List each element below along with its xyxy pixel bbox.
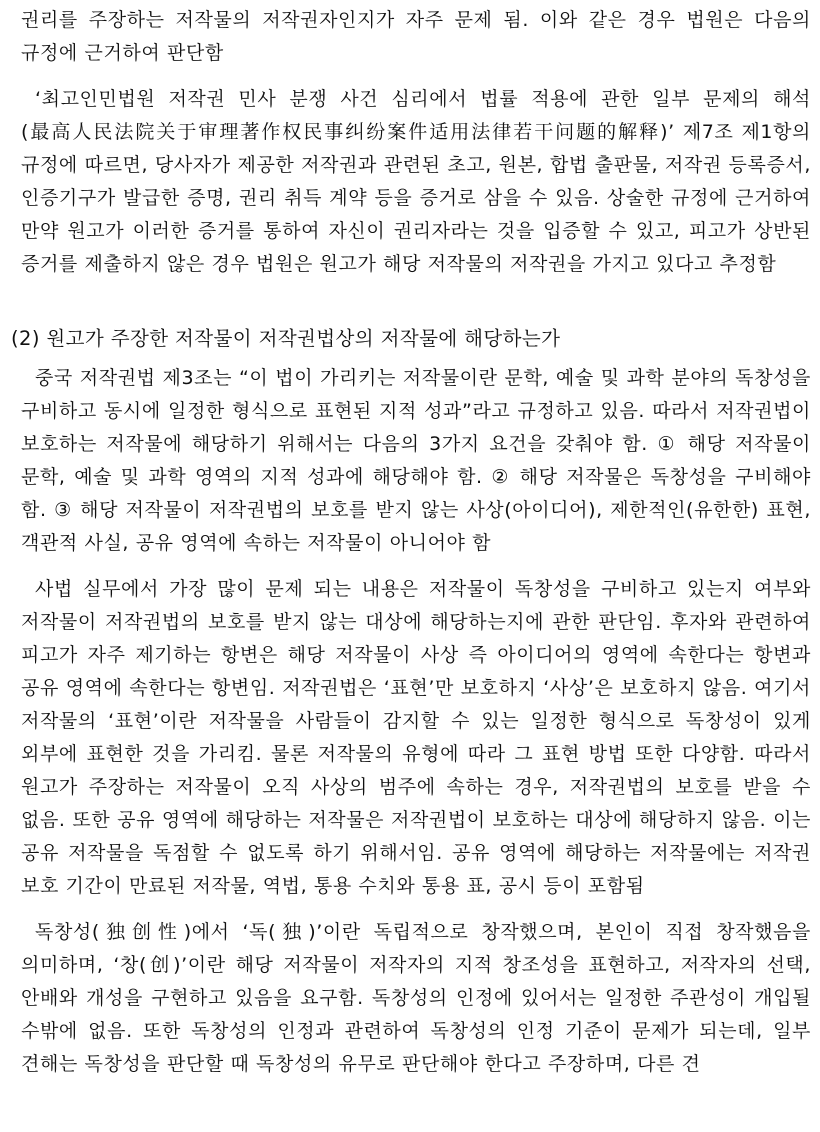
document-page — [11, 0, 811, 1081]
paragraph-supreme-court-interpretation: ‘최고인민법원 저작권 민사 분쟁 사건 심리에서 법률 적용에 관한 일부 문제의 해석(最高人民法院关于审理著作权民事纠纷案件适用法律若干问题的解释)’ 제7조 제1항의 규정에 따르면, 당사자가 제공한 저작권과 관련된 초고, 원본, 합법 출판물, 저작권 등록증서, 인증기구가 발급한 증명, 권리 취득 계약 등을 증거로 삼을 수 있음. 상술한 규정에 근거하여 만약 원고가 이러한 증거를 통하여 자신이 권리자라는 것을 입증할 수 있고, 피고가 상반된 증거를 제출하지 않은 경우 법원은 원고가 해당 저작물의 저작권을 가지고 있다고 추정함 — [21, 88, 811, 275]
paragraph-article-3: 중국 저작권법 제3조는 “이 법이 가리키는 저작물이란 문학, 예술 및 과학 분야의 독창성을 구비하고 동시에 일정한 형식으로 표현된 지적 성과”라고 규정하고 있음. 따라서 저작권법이 보호하는 저작물에 해당하기 위해서는 다음의 3가지 요건을 갖춰야 함. ① 해당 저작물이 문학, 예술 및 과학 영역의 지적 성과에 해당해야 함. ② 해당 저작물은 독창성을 구비해야 함. ③ 해당 저작물이 저작권법의 보호를 받지 않는 사상(아이디어), 제한적인(유한한) 표현, 객관적 사실, 공유 영역에 속하는 저작물이 아니어야 함 — [21, 367, 811, 554]
section-heading-wrapper — [11, 322, 811, 356]
paragraph-judicial-practice: 사법 실무에서 가장 많이 문제 되는 내용은 저작물이 독창성을 구비하고 있는지 여부와 저작물이 저작권법의 보호를 받지 않는 대상에 해당하는지에 관한 판단임. 후자와 관련하여 피고가 자주 제기하는 항변은 해당 저작물이 사상 즉 아이디어의 영역에 속한다는 항변과 공유 영역에 속한다는 항변임. 저작권법은 ‘표현’만 보호하지 ‘사상’은 보호하지 않음. 여기서 저작물의 ‘표현’이란 저작물을 사람들이 감지할 수 있는 일정한 형식으로 독창성이 있게 외부에 표현한 것을 가리킴. 물론 저작물의 유형에 따라 그 표현 방법 또한 다양함. 따라서 원고가 주장하는 저작물이 오직 사상의 범주에 속하는 경우, 저작권법의 보호를 받을 수 없음. 또한 공유 영역에 해당하는 저작물은 저작권법이 보호하는 대상에 해당하지 않음. 이는 공유 저작물을 독점할 수 없도록 하기 위해서임. 공유 영역에 해당하는 저작물에는 저작권 보호 기간이 만료된 저작물, 역법, 통용 수치와 통용 표, 공시 등이 포함됨 — [21, 578, 811, 897]
section-heading: (2) 원고가 주장한 저작물이 저작권법상의 저작물에 해당하는가 — [11, 327, 561, 350]
paragraph-originality: 독창성(独创性)에서 ‘독(独)’이란 독립적으로 창작했으며, 본인이 직접 창작했음을 의미하며, ‘창(创)’이란 해당 저작물이 저작자의 지적 창조성을 표현하고, 저작자의 선택, 안배와 개성을 구현하고 있음을 요구함. 독창성의 인정에 있어서는 일정한 주관성이 개입될 수밖에 없음. 또한 독창성의 인정과 관련하여 독창성의 인정 기준이 문제가 되는데, 일부 견해는 독창성을 판단할 때 독창성의 유무로 판단해야 한다고 주장하며, 다른 견 — [21, 921, 811, 1075]
paragraph-intro-continued: 권리를 주장하는 저작물의 저작권자인지가 자주 문제 됨. 이와 같은 경우 법원은 다음의 규정에 근거하여 판단함 — [21, 9, 811, 64]
